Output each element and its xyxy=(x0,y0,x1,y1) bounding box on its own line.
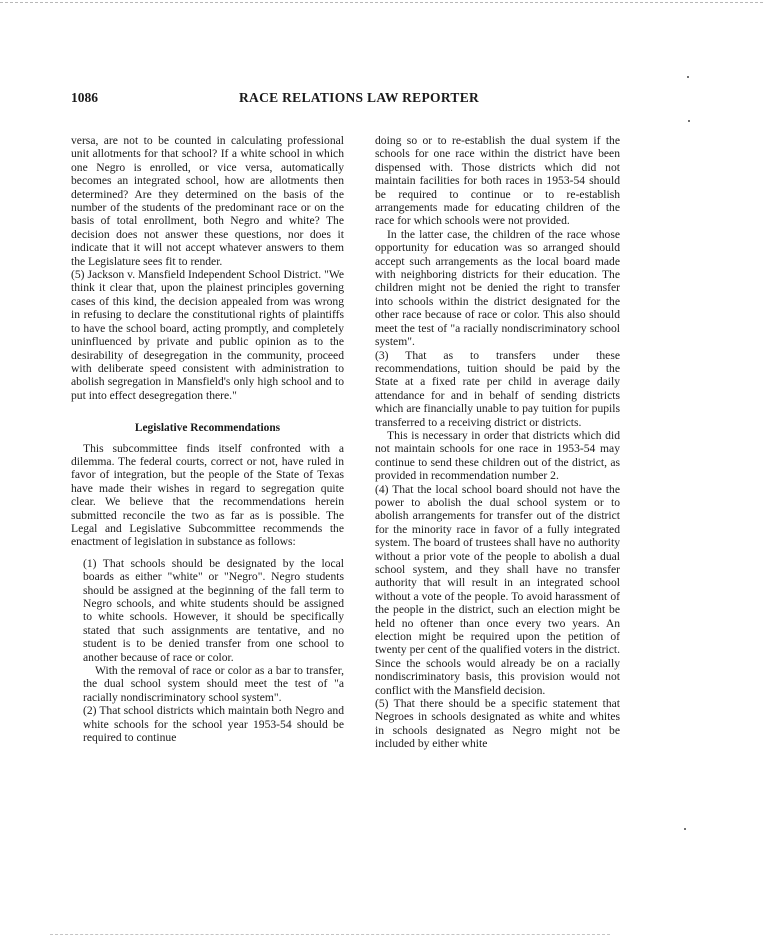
scan-speck xyxy=(684,828,686,830)
paragraph: (1) That schools should be designated by the local boards as either "white" or "Negro". Negro students should be assigned at the beginning of the fall term to Negro schools, and white students should be assigned to white schools. However, it should be specifically stated that such assignments are tentative, and no student is to be denied transfer from one school to another because of race or color. xyxy=(83,556,344,664)
page-header xyxy=(71,90,691,106)
paragraph: (5) Jackson v. Mansfield Independent School District. "We think it clear that, upon the plainest principles governing cases of this kind, the decision appealed from was wrong in refusing to declare the constitutional rights of plaintiffs to have the school board, acting promptly, and completely uninfluenced by private and public opinion as to the desirability of desegregation in the community, proceed with deliberate speed consistent with administration to abolish segregation in Mansfield's only high school and to put into effect desegregation there." xyxy=(71,268,344,402)
paragraph: doing so or to re-establish the dual system if the schools for one race within the district have been dispensed with. Those districts which did not maintain facilities for both races in 1953-54 should be required to continue or to re-establish arrangements made for educating children of the race for which schools were not provided. xyxy=(375,134,620,228)
paragraph: This is necessary in order that districts which did not maintain schools for one race in 1953-54 may continue to send these children out of the district, as provided in recommendation number 2. xyxy=(375,428,620,483)
paragraph: (5) That there should be a specific statement that Negroes in schools designated as white and whites in schools designated as Negro might not be included by either white xyxy=(375,697,620,751)
running-title: RACE RELATIONS LAW REPORTER xyxy=(239,90,480,105)
scan-speck xyxy=(688,120,690,122)
left-column xyxy=(71,134,344,744)
paragraph: versa, are not to be counted in calculating professional unit allotments for that school? If a white school in which one Negro is enrolled, or vice versa, automatically becomes an integrated school, how are allotments then determined? Are they determined on the basis of the number of the students of the predominant race or on the basis of total enrollment, both Negro and white? The decision does not answer these questions, nor does it indicate that it will not accept whatever answers to them the Legislature sees fit to render. xyxy=(71,134,344,268)
scan-speck xyxy=(687,76,689,78)
paragraph: This subcommittee finds itself confronted with a dilemma. The federal courts, correct or not, have ruled in favor of integration, but the people of the State of Texas have made their wishes in regard to segregation quite clear. We believe that the recommendations herein submitted reconcile the two as far as is possible. The Legal and Legislative Subcommittee recommends the enactment of legislation in substance as follows: xyxy=(71,441,344,549)
page-number: 1086 xyxy=(71,90,98,105)
paragraph: With the removal of race or color as a bar to transfer, the dual school system should meet the test of "a racially nondiscriminatory school system". xyxy=(83,664,344,704)
paragraph: In the latter case, the children of the race whose opportunity for education was so arranged should accept such arrangements as the local board made with neighboring districts for their education. The children might not be denied the right to transfer into schools within the district designated for the other race because of race or color. This also should meet the test of "a racially nondiscriminatory school system". xyxy=(375,227,620,349)
paragraph: (3) That as to transfers under these recommendations, tuition should be paid by the State at a fixed rate per child in average daily attendance for and in behalf of sending districts which are financially unable to pay tuition for pupils transferred to a receiving district or districts. xyxy=(375,348,620,429)
paragraph: (4) That the local school board should not have the power to abolish the dual school system or to abolish arrangements for transfer out of the district for the minority race in favor of a fully integrated system. The board of trustees shall have no authority without a prior vote of the people to abolish a dual school system, and they shall have no transfer authority that will result in an integrated school without a vote of the people. To avoid harassment of the people in the district, such an election might be held no oftener than once every two years. An election might be required upon the petition of twenty per cent of the qualified voters in the district. Since the schools would already be on a racially nondiscriminatory basis, this provision would not conflict with the Mansfield decision. xyxy=(375,482,620,697)
right-column xyxy=(375,134,620,751)
page-top-edge xyxy=(0,2,763,3)
page-bottom-edge xyxy=(50,934,610,935)
paragraph: (2) That school districts which maintain both Negro and white schools for the school year 1953-54 should be required to continue xyxy=(83,704,344,745)
section-heading: Legislative Recommendations xyxy=(134,422,281,435)
